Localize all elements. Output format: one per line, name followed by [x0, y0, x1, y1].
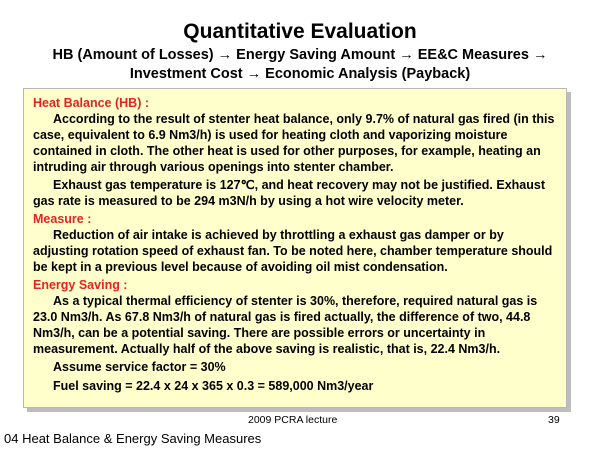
content-box — [23, 88, 567, 408]
measure-paragraph: Reduction of air intake is achieved by throttling a exhaust gas damper or by adjusting rotation speed of exhaust fan. To be noted here, chamber temperature should be kept in a previous level because of avoiding oil mist condensation. — [33, 228, 553, 274]
slide-title: Quantitative Evaluation — [183, 20, 417, 43]
measure-heading: Measure : — [33, 212, 92, 226]
footer-lecture: 2009 PCRA lecture — [248, 414, 338, 426]
heat-balance-heading: Heat Balance (HB) : — [33, 96, 149, 110]
slide-caption: 04 Heat Balance & Energy Saving Measures — [4, 431, 262, 446]
page-number: 39 — [548, 414, 560, 426]
fuel-saving-line: Fuel saving = 22.4 x 24 x 365 x 0.3 = 589,000 Nm3/year — [53, 379, 374, 393]
heat-balance-paragraph-2: Exhaust gas temperature is 127℃, and heat recovery may not be justified. Exhaust gas rate is measured to be 294 m3N/h by using a hot wire velocity meter. — [33, 178, 545, 208]
service-factor-line: Assume service factor = 30% — [53, 360, 226, 374]
slide-subtitle: HB (Amount of Losses) → Energy Saving Amount → EE&C Measures → Investment Cost → Economic Analysis (Payback) — [52, 47, 548, 82]
heat-balance-paragraph-1: According to the result of stenter heat balance, only 9.7% of natural gas fired (in this case, equivalent to 6.9 Nm3/h) is used for heating cloth and vaporizing moisture contained in cloth. The other heat is used for other purposes, for example, heating an intruding air through various openings into stenter chamber. — [33, 112, 555, 174]
energy-saving-heading: Energy Saving : — [33, 278, 128, 292]
energy-saving-paragraph: As a typical thermal efficiency of stenter is 30%, therefore, required natural gas is 23.0 Nm3/h. As 67.8 Nm3/h of natural gas is fired actually, the difference of two, 44.8 Nm3/h, can be a potential saving. There are possible errors or uncertainty in measurement. Actually half of the above saving is realistic, that is, 22.4 Nm3/h. — [33, 294, 538, 356]
